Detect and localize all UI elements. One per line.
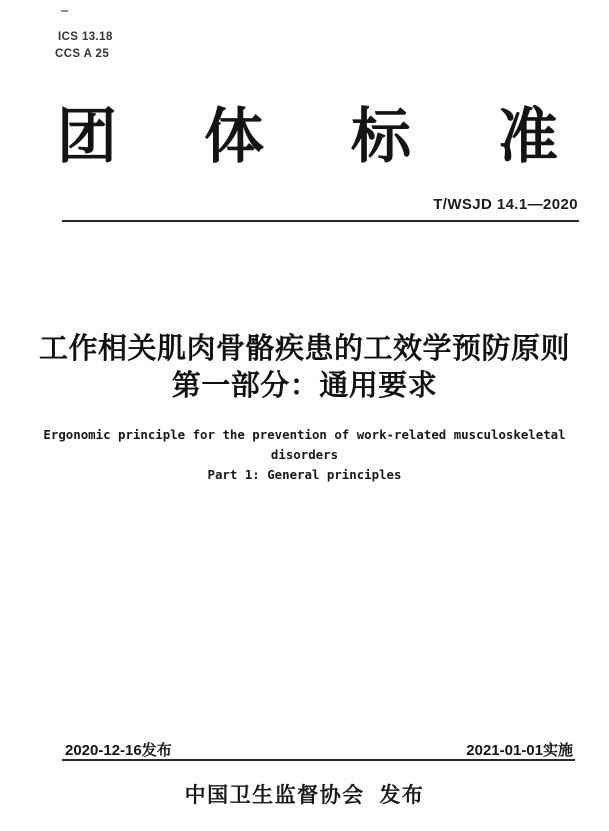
doc-type-char: 团 xyxy=(57,104,117,170)
classification-codes xyxy=(55,29,113,63)
header-rule xyxy=(62,220,579,222)
title-cn-line2: 第一部分：通用要求 xyxy=(171,370,438,402)
footer-rule xyxy=(62,759,575,761)
publisher-line: 中国卫生监督协会 发布 xyxy=(184,784,425,807)
doc-type-char: 准 xyxy=(498,104,558,170)
document-title-en xyxy=(0,425,609,485)
title-en-line1: Ergonomic principle for the prevention of work-related musculoskeletal xyxy=(43,427,566,442)
dates-row xyxy=(65,739,573,760)
doc-type-char: 标 xyxy=(351,104,411,170)
document-title-cn xyxy=(0,331,609,405)
implement-date: 2021-01-01实施 xyxy=(466,742,573,759)
issue-date: 2020-12-16发布 xyxy=(65,742,172,759)
document-type-title xyxy=(57,102,558,172)
ics-code: ICS 13.18 xyxy=(58,31,113,43)
doc-type-char: 体 xyxy=(204,104,264,170)
title-en-line2: disorders xyxy=(270,447,339,462)
ccs-code: CCS A 25 xyxy=(55,48,110,60)
scan-artifact-mark xyxy=(61,10,68,12)
title-cn-line1: 工作相关肌肉骨骼疾患的工效学预防原则 xyxy=(38,333,570,365)
title-en-line3: Part 1: General principles xyxy=(207,467,402,482)
standard-number: T/WSJD 14.1—2020 xyxy=(433,196,578,213)
